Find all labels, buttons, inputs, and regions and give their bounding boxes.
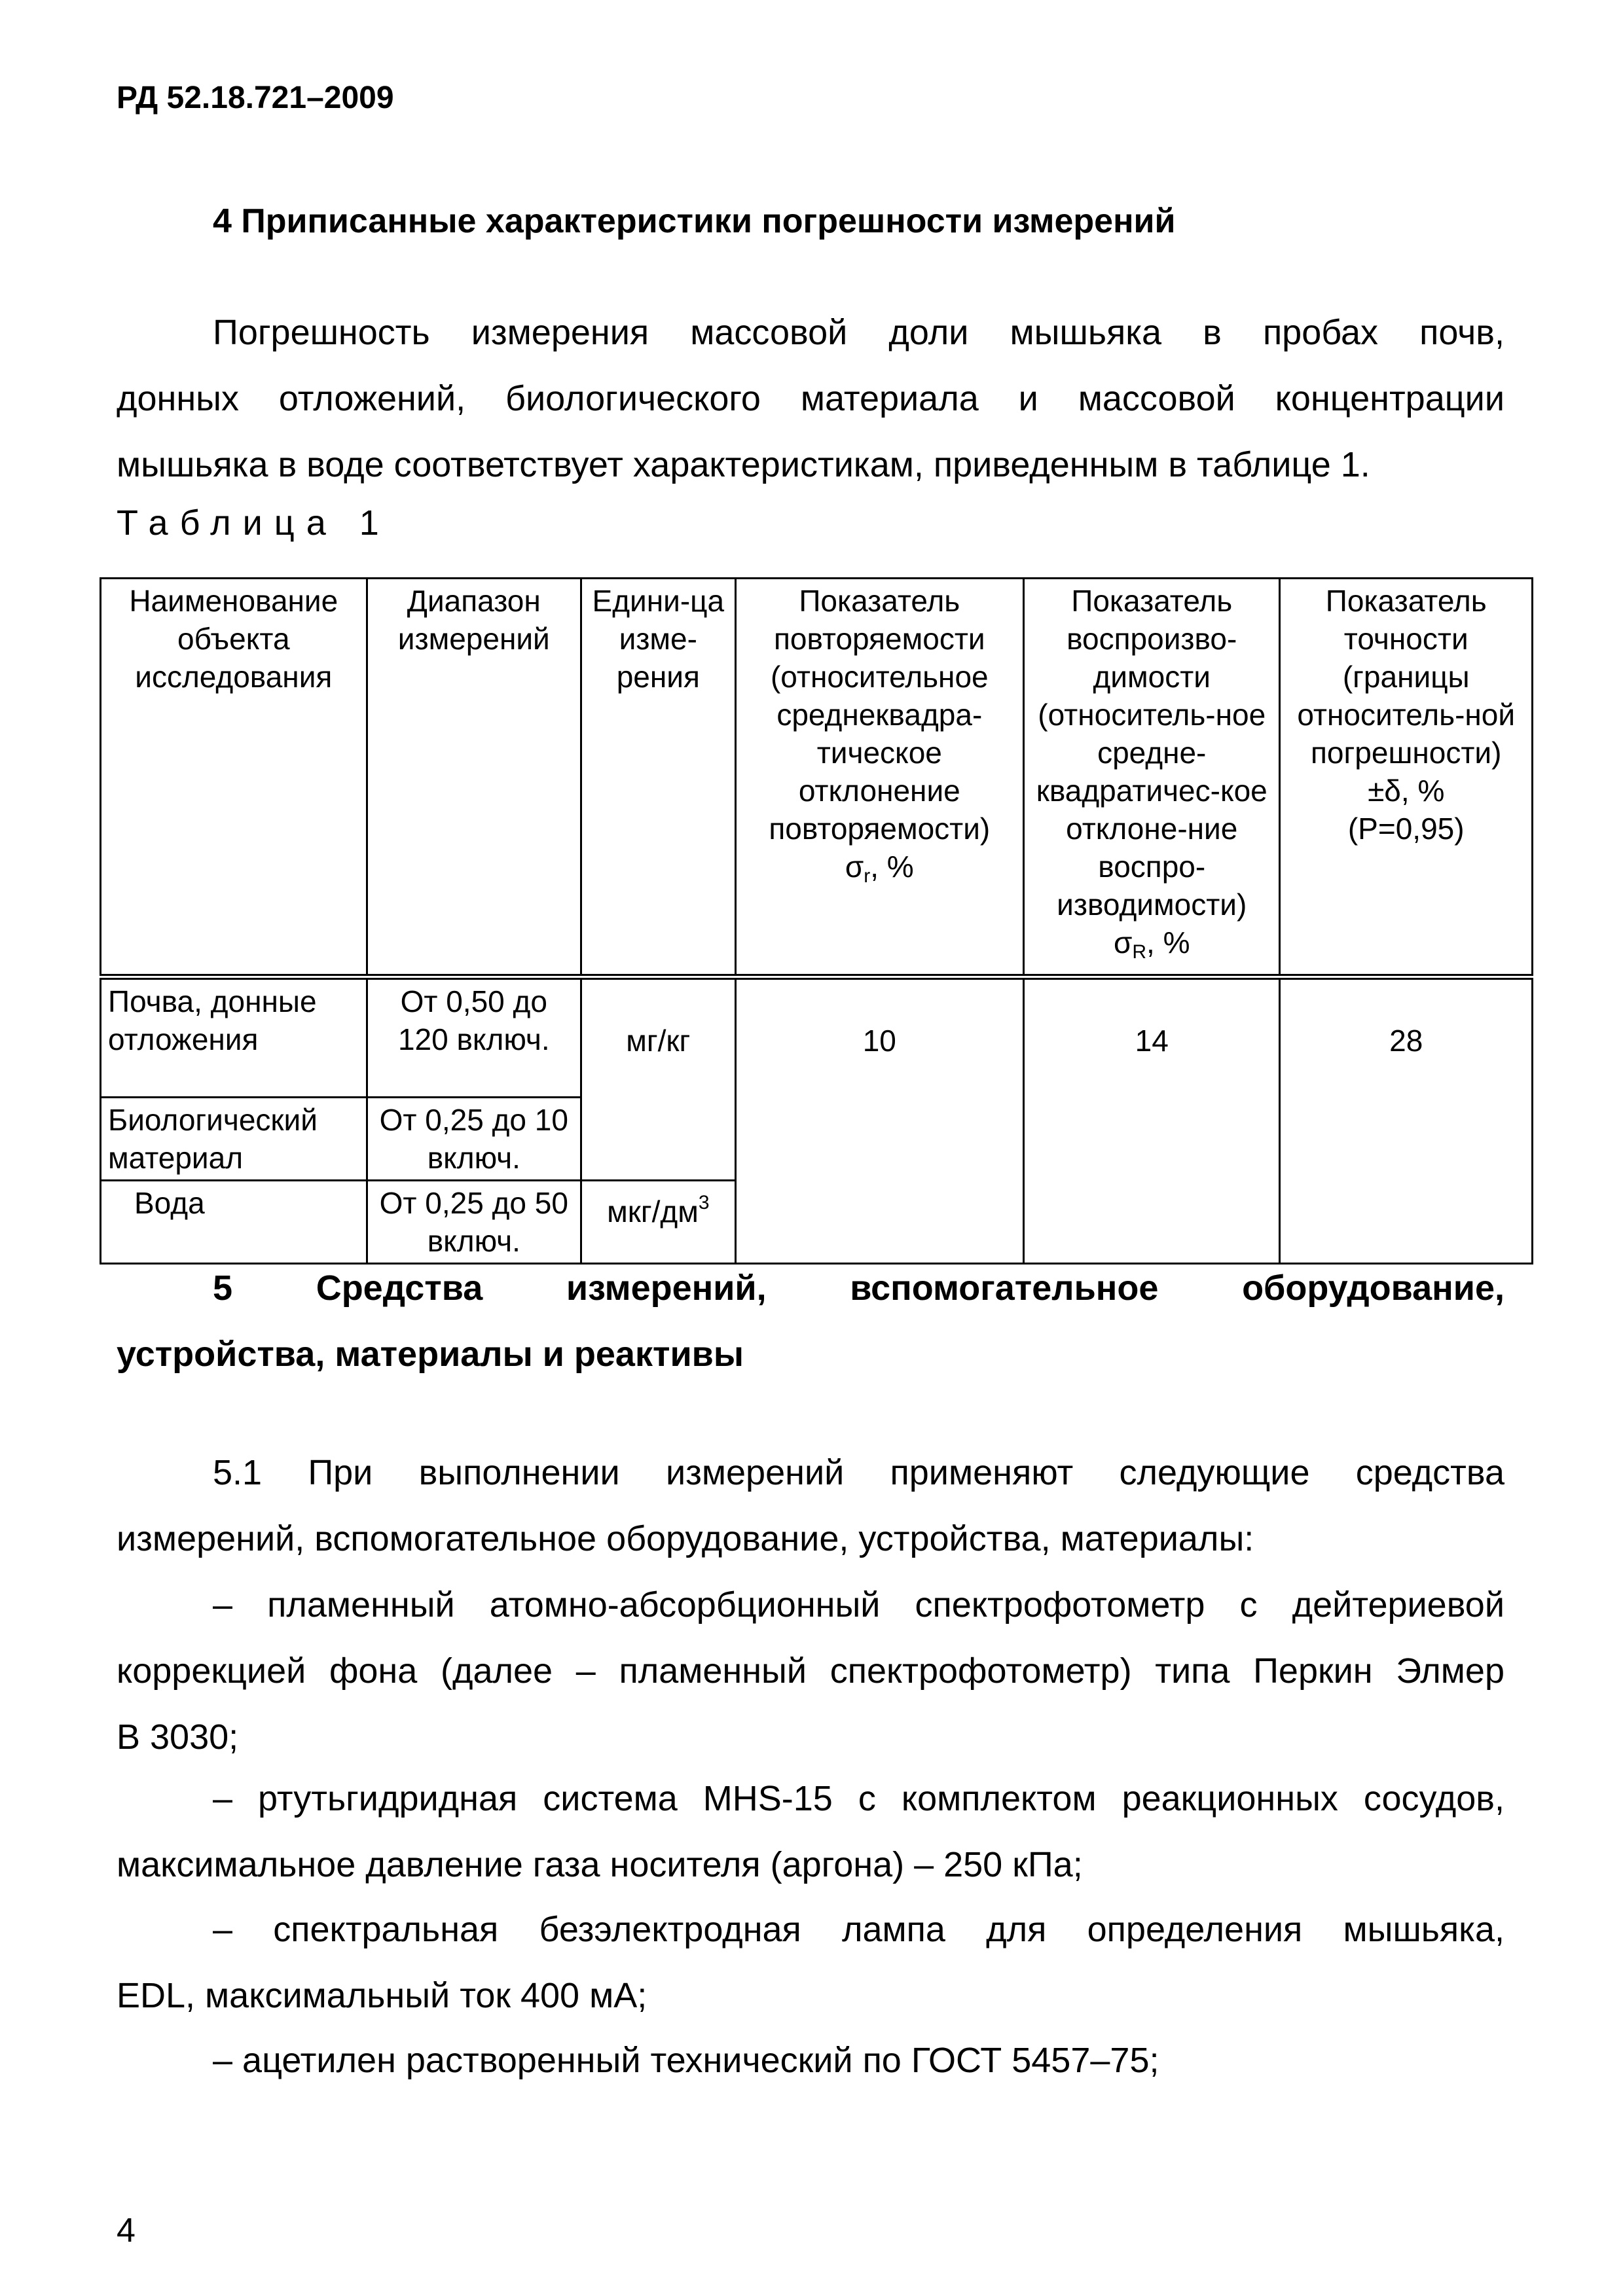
sigma-symbol: σ [1113, 925, 1133, 960]
list-item-hydride-system [117, 1766, 1504, 1898]
paragraph-line: Погрешность измерения массовой доли мышьяка в пробах почв, [213, 313, 1504, 352]
sigma-subscript: r [864, 865, 871, 887]
paragraph-line: коррекцией фона (далее – пламенный спектрофотометр) типа Перкин Элмер [117, 1651, 1504, 1691]
object-cell: Биологический материал [101, 1098, 367, 1181]
paragraph-line: EDL, максимальный ток 400 мА; [117, 1976, 647, 2015]
list-item-edl-lamp [117, 1897, 1504, 2029]
header-repeatability [735, 579, 1023, 977]
table-row [101, 977, 1533, 1098]
paragraph-line: B 3030; [117, 1717, 239, 1757]
paragraph-line: – пламенный атомно-абсорбционный спектрофотометр с дейтериевой [213, 1585, 1504, 1624]
reproducibility-value: 14 [1024, 977, 1280, 1264]
error-characteristics-table [100, 577, 1533, 1265]
header-accuracy [1280, 579, 1533, 977]
sigma-subscript: R [1132, 941, 1147, 963]
page-number: 4 [117, 2212, 136, 2250]
heading-line: устройства, материалы и реактивы [117, 1335, 744, 1374]
delta-symbol: ±δ, % [1368, 774, 1445, 808]
unit-superscript: 3 [698, 1192, 710, 1213]
header-range: Диапазон измерений [367, 579, 581, 977]
header-unit: Едини-ца изме-рения [581, 579, 736, 977]
paragraph-line: 5.1 При выполнении измерений применяют следующие средства [213, 1453, 1504, 1492]
range-cell: От 0,25 до 10 включ. [367, 1098, 581, 1181]
unit-cell [581, 1181, 736, 1264]
sigma-symbol: σ [845, 850, 864, 884]
object-cell: Почва, донные отложения [101, 977, 367, 1098]
paragraph-line: мышьяка в воде соответствует характеристикам, приведенным в таблице 1. [117, 445, 1370, 484]
object-cell: Вода [101, 1181, 367, 1264]
header-reproducibility-text: Показатель воспроизво-димости (относитель-ное средне-квадратичес-кое отклоне-ние воспро-изводимости) [1036, 584, 1267, 922]
header-accuracy-text: Показатель точности (границы относитель-ной погрешности) [1297, 584, 1516, 770]
repeatability-value: 10 [735, 977, 1023, 1264]
confidence-level: (P=0,95) [1347, 812, 1465, 846]
table-caption: Таблица 1 [117, 503, 391, 543]
paragraph-line: максимальное давление газа носителя (аргона) – 250 кПа; [117, 1845, 1083, 1884]
header-reproducibility [1024, 579, 1280, 977]
header-object: Наименование объекта исследования [101, 579, 367, 977]
header-repeatability-text: Показатель повторяемости (относительное среднеквадра-тическое отклонение повторяемости) [769, 584, 991, 846]
paragraph-line: донных отложений, биологического материала и массовой концентрации [117, 379, 1504, 418]
paragraph-line: – спектральная безэлектродная лампа для определения мышьяка, [213, 1910, 1504, 1949]
section-5-heading [117, 1255, 1504, 1388]
range-cell: От 0,50 до 120 включ. [367, 977, 581, 1098]
paragraph-line: измерений, вспомогательное оборудование, устройства, материалы: [117, 1519, 1254, 1558]
paragraph-line: – ртутьгидридная система MHS-15 с комплектом реакционных сосудов, [213, 1779, 1504, 1818]
table-header-row [101, 579, 1533, 977]
list-item-acetylene [117, 2028, 1504, 2094]
paragraph-line: – ацетилен растворенный технический по ГОСТ 5457–75; [213, 2041, 1159, 2080]
heading-line: 5 Средства измерений, вспомогательное оборудование, [213, 1268, 1504, 1308]
section-4-paragraph [117, 300, 1504, 498]
unit-water: мкг/дм [607, 1194, 699, 1229]
paragraph-5-1 [117, 1440, 1504, 1572]
unit-cell: мг/кг [581, 977, 736, 1181]
document-code-header: РД 52.18.721–2009 [117, 81, 394, 115]
list-item-spectrophotometer [117, 1572, 1504, 1770]
range-cell: От 0,25 до 50 включ. [367, 1181, 581, 1264]
percent-label: , % [1146, 925, 1190, 960]
percent-label: , % [870, 850, 914, 884]
accuracy-value: 28 [1280, 977, 1533, 1264]
section-4-heading: 4 Приписанные характеристики погрешности измерений [213, 202, 1176, 240]
